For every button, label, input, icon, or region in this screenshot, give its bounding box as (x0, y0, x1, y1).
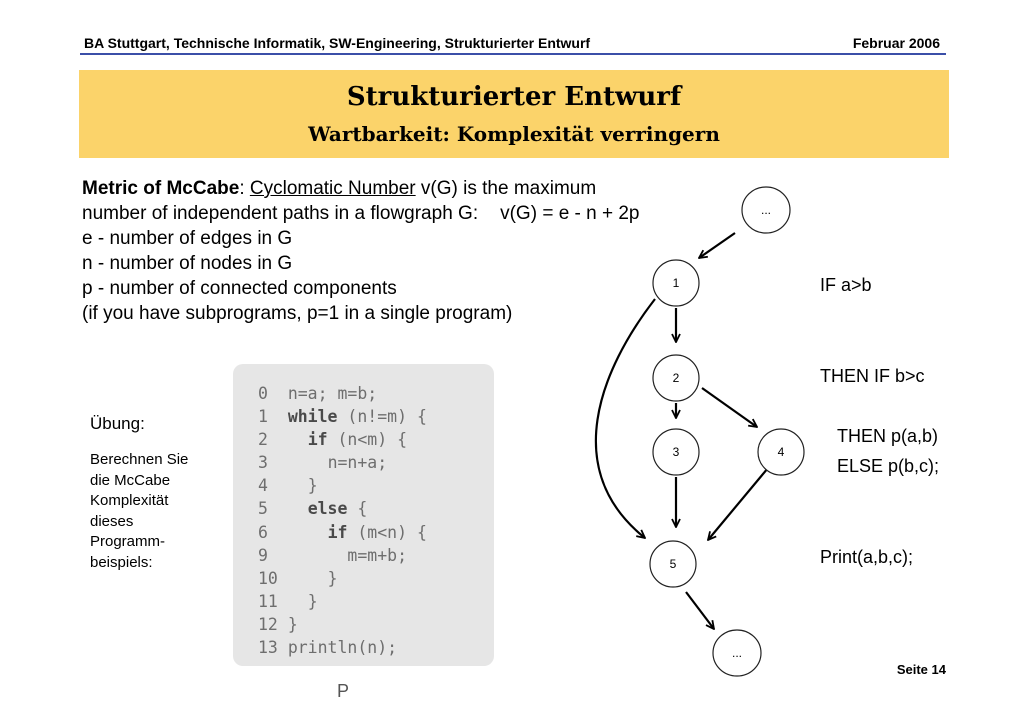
header-course-title: BA Stuttgart, Technische Informatik, SW-Engineering, Strukturierter Entwurf (84, 35, 591, 51)
definition-nodes: n - number of nodes in G (82, 253, 293, 274)
exercise-line: Berechnen Sie (90, 451, 189, 468)
code-keyword: if (307, 430, 328, 450)
edge-5-bottom (686, 592, 714, 629)
node-label-1: 1 (672, 276, 680, 290)
code-text: } (307, 591, 318, 611)
definition-line-1-rest: v(G) is the maximum (415, 178, 597, 199)
code-text: } (287, 614, 298, 634)
code-line-number: 11 (258, 591, 288, 611)
slide-title: Strukturierter Entwurf (346, 82, 682, 112)
code-text: (n<m) { (327, 430, 408, 450)
node-label-top: ... (760, 203, 772, 217)
code-line-number: 13 (258, 638, 288, 658)
definition-term: Metric of McCabe (82, 178, 240, 199)
exercise-heading: Übung: (90, 414, 145, 433)
code-line-number: 9 (258, 545, 288, 565)
code-text: m=m+b; (347, 545, 408, 565)
code-text: n=a; m=b; (287, 384, 378, 403)
condition-if: IF a>b (820, 275, 872, 295)
code-keyword: while (287, 407, 338, 427)
code-text: println(n); (287, 638, 398, 658)
code-keyword: else (307, 499, 348, 519)
code-line-number: 2 (258, 430, 288, 450)
code-text: (n!=m) { (337, 407, 427, 427)
edge-1-5 (596, 299, 655, 538)
code-line-number: 0 (258, 384, 288, 403)
node-label-5: 5 (669, 557, 677, 571)
exercise-line: Komplexität (90, 492, 169, 509)
node-label-4: 4 (777, 445, 785, 459)
header-date: Februar 2006 (852, 35, 940, 51)
definition-edges: e - number of edges in G (82, 228, 293, 249)
code-text: } (307, 476, 318, 496)
edge-2-4 (702, 388, 757, 427)
exercise-line: dieses (90, 512, 134, 530)
definition-note: (if you have subprograms, p=1 in a single program) (82, 303, 513, 324)
code-text: n=n+a; (327, 453, 388, 473)
cyclomatic-number-link: Cyclomatic Number (249, 178, 416, 199)
condition-then-if: THEN IF b>c (820, 366, 925, 386)
edge-top-1 (699, 233, 735, 258)
code-line-number: 1 (258, 407, 288, 427)
definition-components: p - number of connected components (82, 278, 397, 299)
code-line-number: 10 (258, 568, 288, 588)
code-line-number: 3 (258, 453, 288, 473)
definition-line-2-text: number of independent paths in a flowgraph G: (82, 203, 479, 224)
code-line-number: 12 (258, 614, 288, 634)
code-text: } (327, 568, 338, 588)
definition-colon: : (239, 178, 250, 199)
code-keyword: if (327, 522, 348, 542)
condition-else: ELSE p(b,c); (837, 456, 940, 476)
condition-then: THEN p(a,b) (837, 426, 939, 446)
code-caption: P (337, 681, 350, 701)
exercise-line: die McCabe (90, 471, 171, 489)
exercise-line: Programm- (90, 533, 166, 550)
node-label-3: 3 (672, 445, 680, 459)
slide-subtitle: Wartbarkeit: Komplexität verringern (308, 122, 720, 146)
exercise-line: beispiels: (90, 553, 153, 571)
page-number: Seite 14 (896, 662, 946, 677)
node-label-bottom: ... (731, 646, 743, 660)
node-label-2: 2 (672, 371, 680, 385)
edge-4-5 (708, 468, 768, 540)
code-line-number: 6 (258, 522, 288, 542)
code-line-number: 4 (258, 476, 288, 496)
code-text: (m<n) { (347, 522, 427, 542)
statement-print: Print(a,b,c); (820, 547, 914, 567)
code-text: { (347, 499, 368, 519)
code-line-number: 5 (258, 499, 288, 519)
mccabe-formula: v(G) = e - n + 2p (500, 203, 640, 224)
